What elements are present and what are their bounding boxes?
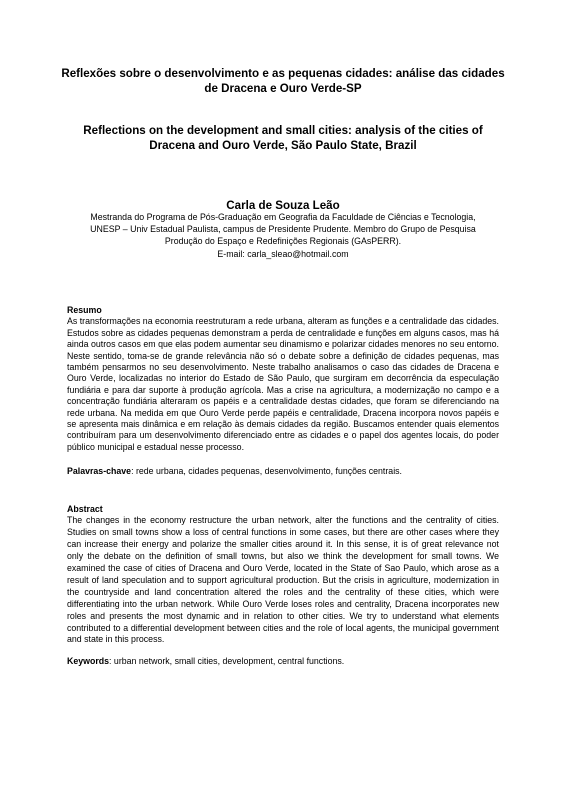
keywords-en-label: Keywords	[67, 656, 110, 666]
keywords-en-line	[67, 656, 499, 667]
affiliation-line: Produção do Espaço e Redefinições Regionais (GAsPERR).	[164, 236, 402, 247]
title-english: Reflections on the development and small cities: analysis of the cities of Dracena and Ouro Verde, São Paulo State, Brazil	[83, 124, 483, 152]
keywords-en	[67, 656, 499, 667]
resumo-heading: Resumo	[67, 305, 102, 315]
affiliation-line: UNESP – Univ Estadual Paulista, campus de Presidente Prudente. Membro do Grupo de Pesquisa	[90, 224, 476, 235]
resumo-text: As transformações na economia reestruturam a rede urbana, alteram as funções e a centralidade das cidades. Estudos sobre as cidades pequenas demonstram a perda de centralidade e funções em alguns casos, mas há ainda outros casos em que elas podem aumentar seu dinamismo e polarizar cidades menores no seu entorno. Neste sentido, toma-se de grande relevância não só o debate sobre a definição de cidades pequenas, mas também pensarmos no seu desenvolvimento. Neste trabalho analisamos o caso das cidades de Dracena e Ouro Verde, localizadas no interior do Estado de São Paulo, que surgiram em decorrência da especulação fundiária e para dar suporte à produção agrícola. Mas a crise na agricultura, a modernização no campo e a concentração fundiária alteraram os papéis e a centralidade destas cidades, que foram se diferenciando na rede urbana. Na medida em que Ouro Verde perde papéis e centralidade, Dracena incorpora novos papéis e se apresenta mais dinâmica e em relação às demais cidades da região. Buscamos entender quais elementos contribuíram para um desenvolvimento diferenciado entre as cidades e o papel dos agentes locais, do poder público municipal e estadual nesse processo.	[67, 316, 499, 452]
resumo-section	[67, 305, 499, 453]
author-name: Carla de Souza Leão	[226, 199, 340, 212]
keywords-pt-text: : rede urbana, cidades pequenas, desenvolvimento, funções centrais.	[131, 466, 402, 476]
keywords-en-text: : urban network, small cities, development, central functions.	[109, 656, 345, 666]
affiliation-line: Mestranda do Programa de Pós-Graduação em Geografia da Faculdade de Ciências e Tecnologia,	[90, 212, 476, 222]
author-affiliation	[60, 211, 506, 260]
keywords-pt-line	[67, 466, 499, 477]
abstract-section	[67, 504, 499, 646]
author-email: E-mail: carla_sleao@hotmail.com	[217, 248, 349, 259]
abstract-heading: Abstract	[67, 504, 103, 514]
title-portuguese: Reflexões sobre o desenvolvimento e as pequenas cidades: análise das cidades de Dracena e Ouro Verde-SP	[61, 67, 505, 95]
abstract-text: The changes in the economy restructure the urban network, alter the functions and the centrality of cities. Studies on small towns show a loss of central functions in some cases, but there are other cases where they can increase their energy and polarize the smaller cities around it. In this sense, it is of great relevance not only the debate on the definition of small towns, but also we think the development for small towns. We examined the case of cities of Dracena and Ouro Verde, located in the State of Sao Paulo, which arose as a result of land speculation and to support agricultural production. But the crisis in agriculture, modernization in the countryside and land concentration altered the roles and the centrality of these cities, which were differentiating into the urban network. While Ouro Verde loses roles and centrality, Dracena incorporates new roles and presents the most dynamic and in relation to other cities. We try to understand what elements contributed to a differential development between cities and the role of local agents, the municipal government and state in this process.	[67, 515, 499, 645]
keywords-pt-label: Palavras-chave	[67, 466, 132, 476]
keywords-pt	[67, 466, 499, 477]
